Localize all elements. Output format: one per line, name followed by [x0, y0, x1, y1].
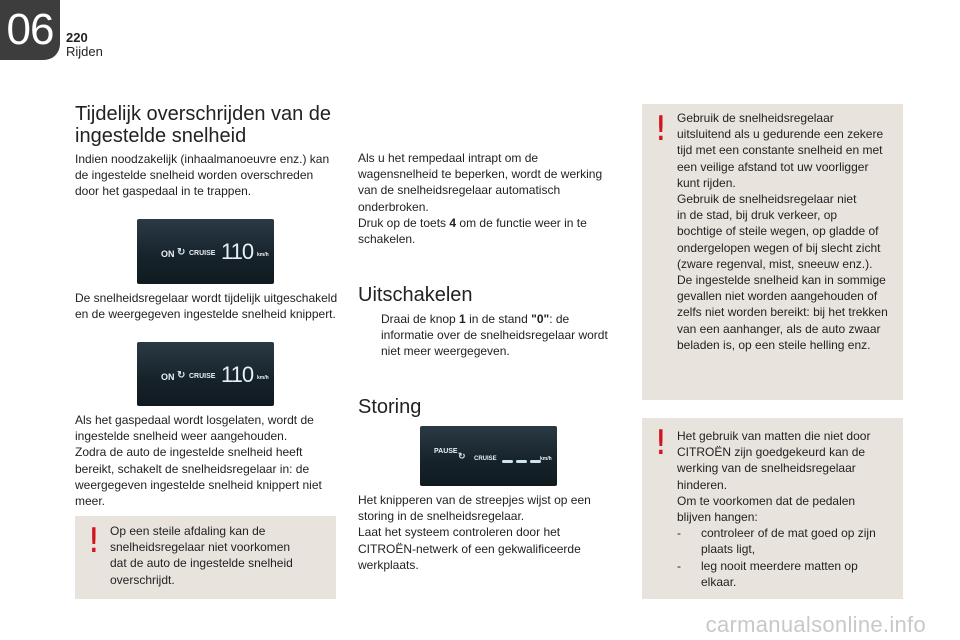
text-line: Het gebruik van matten die niet door [677, 429, 871, 443]
warning-text [110, 523, 293, 588]
text-line: van een aanhanger, als de auto zwaar [677, 321, 881, 336]
text-line: door het gaspedaal in te trappen. [75, 184, 252, 199]
text-line: wagensnelheid te beperken, wordt de werking [358, 167, 603, 182]
text-line: informatie over de snelheidsregelaar wordt [381, 328, 608, 343]
warning-text [677, 110, 888, 353]
intro-paragraph [75, 151, 329, 200]
text-line: De snelheidsregelaar wordt tijdelijk uitgeschakeld [75, 291, 338, 305]
display-cruise-label: CRUISE [189, 250, 216, 257]
chapter-tab: 06 [0, 0, 60, 60]
text-line: overschrijdt. [110, 572, 175, 587]
text-run: om de functie weer in te [456, 215, 587, 230]
paragraph [358, 492, 591, 573]
text-line: schakelen. [358, 232, 416, 247]
text-line: blijven hangen: [677, 510, 758, 525]
text-line: De ingestelde snelheid kan in sommige [677, 273, 886, 288]
text-line: Als het gaspedaal wordt losgelaten, wordt de [75, 413, 314, 427]
text-line: Om te voorkomen dat de pedalen [677, 493, 856, 508]
warning-box [75, 516, 336, 599]
paragraph [75, 412, 322, 509]
text-run: in de stand [465, 312, 532, 326]
display-unit: km/h [257, 375, 269, 381]
watermark: carmanualsonline.info [705, 612, 926, 637]
dash-segment [502, 460, 513, 463]
text-line: Zodra de auto de ingestelde snelheid heeft [75, 445, 303, 460]
cruise-display-image [137, 219, 274, 284]
text-line: van de snelheidsregelaar automatisch [358, 183, 561, 198]
list-item [677, 525, 876, 557]
text-line: Op een steile afdaling kan de [110, 524, 266, 538]
text-line: beladen is, op een steile helling enz. [677, 337, 871, 352]
text-line: Gebruik de snelheidsregelaar niet [677, 192, 857, 207]
list-dash: - [677, 526, 681, 541]
text-line: (zware regenval, mist, sneeuw enz.). [677, 256, 873, 271]
section-title [75, 103, 345, 147]
text-line: Als u het rempedaal intrapt om de [358, 151, 539, 165]
text-line: tijd met een constante snelheid en met [677, 143, 883, 158]
text-line: Indien noodzakelijk (inhaalmanoeuvre enz.) kan [75, 152, 330, 166]
text-line: in de stad, bij druk verkeer, op [677, 208, 838, 223]
section-title-uitschakelen: Uitschakelen [358, 284, 473, 306]
page-number: 220 [66, 30, 88, 45]
warning-box [642, 104, 903, 400]
text-line: zelfs niet worden bereikt: bij het trekken [677, 305, 888, 320]
list-item [677, 558, 870, 589]
text-line: meer. [75, 494, 106, 509]
knob-number: 1 [459, 312, 466, 326]
text-line: plaats ligt, [701, 542, 756, 557]
text-line: een veilige afstand tot uw voorligger [677, 159, 869, 174]
warning-box [642, 418, 903, 599]
text-line: kunt rijden. [677, 175, 736, 190]
paragraph [75, 290, 337, 322]
display-on-label: ON [161, 249, 175, 259]
text-line: bochtige of steile wegen, op gladde of [677, 224, 879, 239]
speedometer-icon: ↻ [177, 370, 186, 381]
text-run: Druk op de toets [358, 215, 450, 230]
section-title-storing: Storing [358, 396, 422, 418]
text-line: Gebruik de snelheidsregelaar [677, 111, 834, 125]
text-line: en de weergegeven ingestelde snelheid knippert. [75, 307, 336, 322]
text-line: onderbroken. [358, 199, 429, 214]
display-on-label: ON [161, 372, 175, 382]
text-line: CITROËN-netwerk of een gekwalificeerde [358, 541, 581, 556]
display-pause-label: PAUSE [434, 448, 458, 455]
display-cruise-label: CRUISE [474, 456, 497, 462]
position-value: "0" [531, 312, 550, 326]
title-line: Tijdelijk overschrijden van de [75, 103, 332, 125]
text-line: leg nooit meerdere matten op [701, 558, 858, 573]
warning-text [677, 428, 876, 589]
list-item-text [701, 558, 858, 590]
text-line: ondergelopen wegen of bij slecht zicht [677, 240, 881, 255]
text-line: storing in de snelheidsregelaar. [358, 509, 525, 524]
text-run: Draai de knop [381, 312, 460, 326]
dash-segment [516, 460, 527, 463]
text-line: weergegeven ingestelde snelheid knippert niet [75, 477, 322, 492]
section-name: Rijden [66, 44, 103, 59]
warning-icon: ! [87, 521, 101, 561]
text-line: werking van de snelheidsregelaar [677, 461, 856, 476]
warning-icon: ! [654, 423, 668, 463]
title-line: ingestelde snelheid [75, 125, 247, 147]
text-line [381, 311, 608, 327]
text-line: gevallen niet worden aangehouden of [677, 289, 878, 304]
warning-icon: ! [654, 109, 668, 149]
text-line: bereikt, schakelt de snelheidsregelaar in: de [75, 461, 310, 476]
display-unit: km/h [257, 252, 269, 258]
cruise-display-image [137, 342, 274, 406]
text-line: Het knipperen van de streepjes wijst op een [358, 493, 591, 507]
display-speed-value: 110 [221, 362, 254, 387]
text-line: Laat het systeem controleren door het [358, 525, 561, 540]
text-line: uitsluitend als u gedurende een zekere [677, 127, 884, 142]
text-run: : de [549, 312, 570, 326]
text-line: de ingestelde snelheid worden overschreden [75, 168, 314, 183]
text-line: werkplaats. [358, 557, 419, 572]
text-line: elkaar. [701, 574, 737, 589]
list-dash: - [677, 558, 681, 573]
cruise-display-image [420, 426, 557, 486]
text-line [358, 215, 602, 231]
display-unit: km/h [540, 456, 552, 462]
text-line: hinderen. [677, 477, 728, 492]
text-line: CITROËN zijn goedgekeurd kan de [677, 445, 866, 460]
text-line: controleer of de mat goed op zijn [701, 526, 876, 541]
text-line: snelheidsregelaar niet voorkomen [110, 540, 291, 555]
speedometer-icon: ↻ [177, 247, 186, 258]
text-line: niet meer weergegeven. [381, 344, 510, 359]
speedometer-icon: ↻ [458, 451, 466, 461]
display-speed-value: 110 [221, 239, 254, 264]
button-number: 4 [449, 215, 457, 230]
bullet-item [381, 311, 608, 360]
display-cruise-label: CRUISE [189, 373, 216, 380]
paragraph [358, 150, 602, 247]
list-item-text [701, 525, 876, 557]
text-line: dat de auto de ingestelde snelheid [110, 556, 293, 571]
text-line: ingestelde snelheid weer aangehouden. [75, 429, 288, 444]
